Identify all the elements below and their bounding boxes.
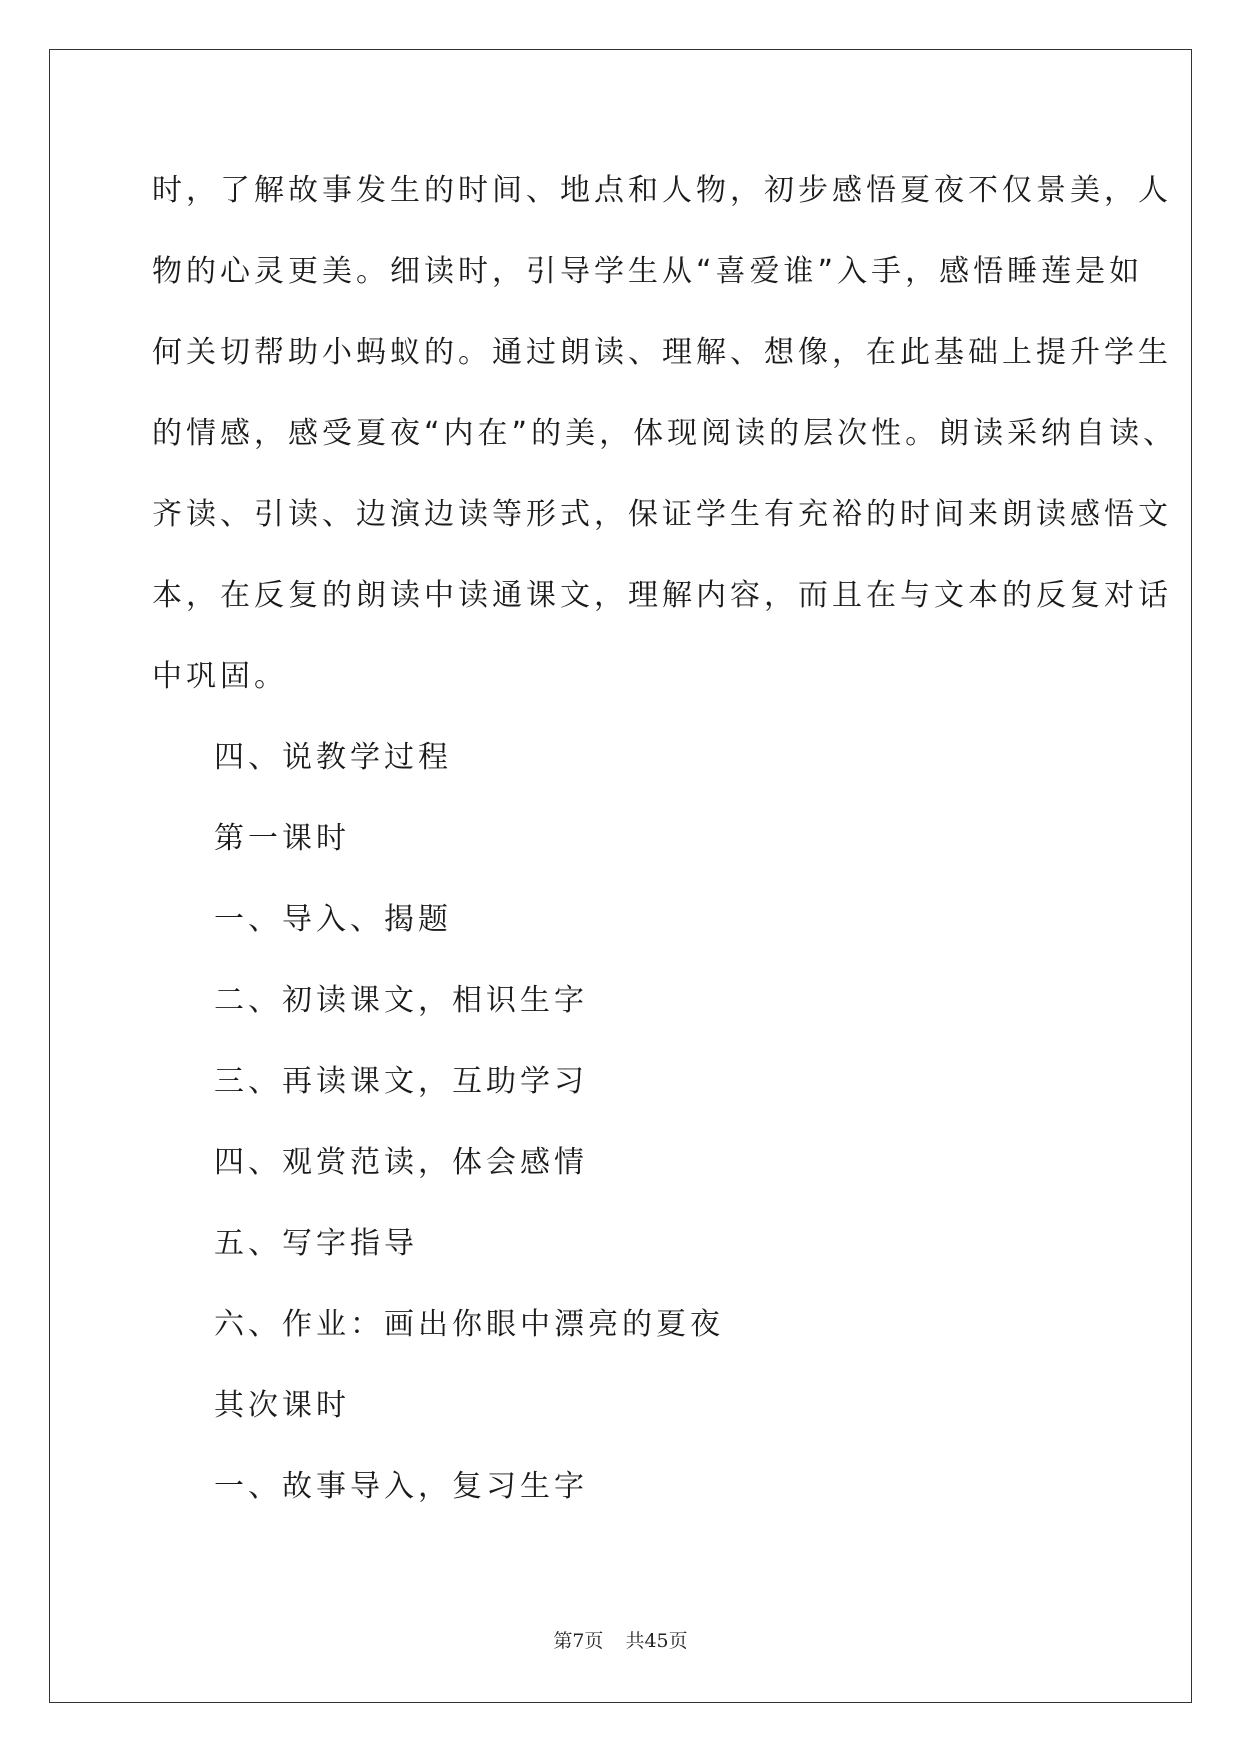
outline-item: 三、再读课文，互助学习	[214, 1064, 588, 1099]
page-total: 共45页	[625, 1630, 688, 1652]
outline-list	[152, 731, 1082, 1541]
outline-item: 五、写字指导	[214, 1226, 418, 1261]
paragraph-line: 本，在反复的朗读中读通课文，理解内容，而且在与文本的反复对话	[152, 578, 1172, 613]
outline-item: 四、观赏范读，体会感情	[214, 1145, 588, 1180]
paragraph-line: 齐读、引读、边演边读等形式，保证学生有充裕的时间来朗读感悟文	[152, 497, 1172, 532]
body-paragraph	[152, 164, 1178, 731]
paragraph-line: 的情感，感受夏夜“内在”的美，体现阅读的层次性。朗读采纳自读、	[152, 416, 1178, 451]
paragraph-line: 何关切帮助小蚂蚁的。通过朗读、理解、想像，在此基础上提升学生	[152, 335, 1172, 370]
document-body	[152, 164, 1178, 1541]
outline-item: 一、故事导入，复习生字	[214, 1469, 588, 1504]
page-number: 第7页	[553, 1630, 604, 1652]
outline-item: 一、导入、揭题	[214, 902, 452, 937]
paragraph-line: 物的心灵更美。细读时，引导学生从“喜爱谁”入手，感悟睡莲是如	[152, 254, 1144, 289]
paragraph-line: 时，了解故事发生的时间、地点和人物，初步感悟夏夜不仅景美，人	[152, 173, 1172, 208]
lesson-heading: 第一课时	[214, 821, 350, 856]
paragraph-line: 中巩固。	[152, 659, 288, 694]
outline-item: 六、作业：画出你眼中漂亮的夏夜	[214, 1307, 724, 1342]
outline-item: 二、初读课文，相识生字	[214, 983, 588, 1018]
lesson-heading: 其次课时	[214, 1388, 350, 1423]
page-footer	[0, 1626, 1241, 1653]
section-heading: 四、说教学过程	[214, 740, 452, 775]
